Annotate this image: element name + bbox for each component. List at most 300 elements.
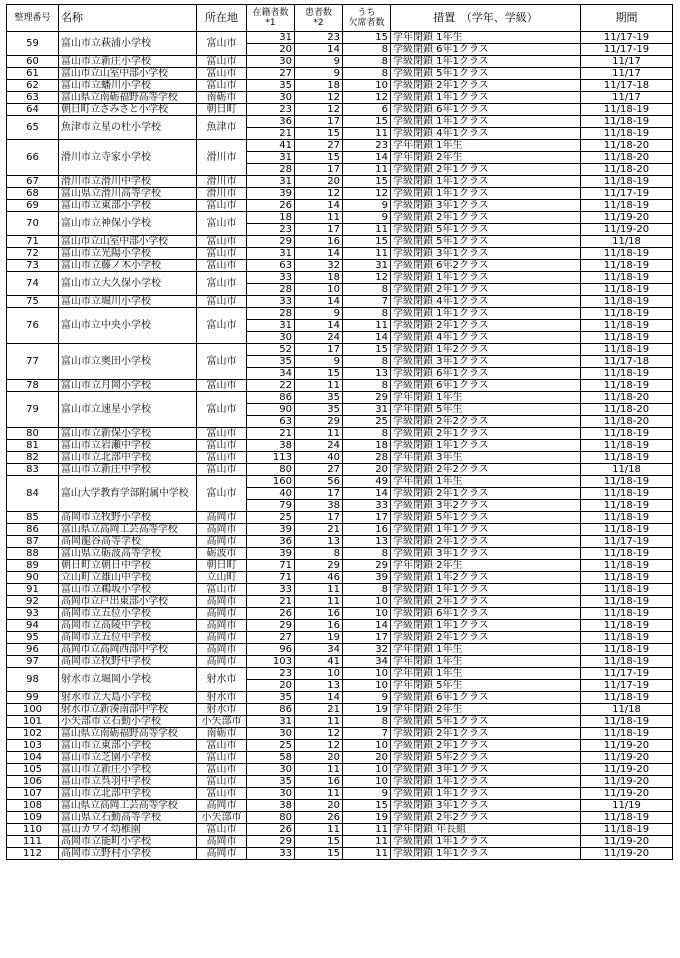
closure-measure: 学級閉鎖 2年1クラス <box>391 632 581 644</box>
school-name: 富山市立光陽小学校 <box>59 248 197 260</box>
enrolled-count: 30 <box>247 728 295 740</box>
enrolled-count: 21 <box>247 428 295 440</box>
absent-count: 25 <box>343 416 391 428</box>
absent-count: 9 <box>343 692 391 704</box>
school-name: 富山市立鵜坂小学校 <box>59 584 197 596</box>
school-name: 富山県立滑川高等学校 <box>59 188 197 200</box>
row-number: 60 <box>7 56 59 68</box>
patient-count: 24 <box>295 332 343 344</box>
enrolled-count: 29 <box>247 836 295 848</box>
table-row <box>7 584 673 596</box>
closure-period: 11/18-19 <box>581 584 673 596</box>
row-number: 84 <box>7 476 59 512</box>
school-location: 高岡市 <box>197 656 247 668</box>
closure-measure: 学級閉鎖 1年1クラス <box>391 308 581 320</box>
enrolled-count: 28 <box>247 308 295 320</box>
closure-measure: 学級閉鎖 5年2クラス <box>391 752 581 764</box>
patient-count: 29 <box>295 416 343 428</box>
absent-count: 8 <box>343 56 391 68</box>
closure-measure: 学級閉鎖 3年1クラス <box>391 764 581 776</box>
row-number: 62 <box>7 80 59 92</box>
school-name: 富山市立新庄中学校 <box>59 464 197 476</box>
patient-count: 15 <box>295 836 343 848</box>
header-no: 整理番号 <box>7 5 59 32</box>
header-period: 期間 <box>581 5 673 32</box>
row-number: 94 <box>7 620 59 632</box>
table-row <box>7 344 673 356</box>
closure-period: 11/19-20 <box>581 224 673 236</box>
closure-period: 11/18 <box>581 464 673 476</box>
school-location: 高岡市 <box>197 800 247 812</box>
school-name: 富山県立高岡工芸高等学校 <box>59 800 197 812</box>
patient-count: 20 <box>295 800 343 812</box>
enrolled-count: 41 <box>247 140 295 152</box>
patient-count: 17 <box>295 344 343 356</box>
row-number: 107 <box>7 788 59 800</box>
closure-measure: 学年閉鎖 1年生 <box>391 644 581 656</box>
closure-measure: 学級閉鎖 6年1クラス <box>391 44 581 56</box>
closure-measure: 学級閉鎖 2年1クラス <box>391 164 581 176</box>
table-row <box>7 512 673 524</box>
patient-count: 27 <box>295 140 343 152</box>
school-name: 富山市立中央小学校 <box>59 308 197 344</box>
closure-measure: 学級閉鎖 1年1クラス <box>391 524 581 536</box>
absent-count: 12 <box>343 272 391 284</box>
table-row <box>7 212 673 224</box>
closure-period: 11/17 <box>581 92 673 104</box>
closure-period: 11/17-19 <box>581 32 673 44</box>
school-location: 富山市 <box>197 776 247 788</box>
row-number: 104 <box>7 752 59 764</box>
closure-measure: 学級閉鎖 6年1クラス <box>391 608 581 620</box>
absent-count: 34 <box>343 656 391 668</box>
closure-period: 11/18-19 <box>581 596 673 608</box>
school-name: 富山市立奥田小学校 <box>59 344 197 380</box>
closure-measure: 学級閉鎖 6年1クラス <box>391 368 581 380</box>
closure-period: 11/18-20 <box>581 164 673 176</box>
closure-period: 11/18-19 <box>581 620 673 632</box>
absent-count: 8 <box>343 44 391 56</box>
header-patients-note: *2 <box>313 18 324 28</box>
row-number: 63 <box>7 92 59 104</box>
school-location: 富山市 <box>197 392 247 428</box>
row-number: 73 <box>7 260 59 272</box>
table-row <box>7 476 673 488</box>
row-number: 79 <box>7 392 59 428</box>
closure-measure: 学級閉鎖 1年1クラス <box>391 272 581 284</box>
row-number: 82 <box>7 452 59 464</box>
enrolled-count: 29 <box>247 620 295 632</box>
patient-count: 34 <box>295 644 343 656</box>
enrolled-count: 25 <box>247 512 295 524</box>
closure-measure: 学級閉鎖 1年1クラス <box>391 776 581 788</box>
closure-period: 11/18-19 <box>581 716 673 728</box>
school-name: 富山市立北部中学校 <box>59 788 197 800</box>
enrolled-count: 30 <box>247 764 295 776</box>
school-name: 富山市立東部小学校 <box>59 740 197 752</box>
closure-measure: 学級閉鎖 5年1クラス <box>391 224 581 236</box>
closure-period: 11/19 <box>581 800 673 812</box>
row-number: 108 <box>7 800 59 812</box>
enrolled-count: 27 <box>247 632 295 644</box>
absent-count: 14 <box>343 152 391 164</box>
enrolled-count: 39 <box>247 548 295 560</box>
school-name: 富山市立新庄小学校 <box>59 56 197 68</box>
table-row <box>7 104 673 116</box>
patient-count: 16 <box>295 236 343 248</box>
closure-period: 11/18-19 <box>581 308 673 320</box>
enrolled-count: 21 <box>247 128 295 140</box>
enrolled-count: 20 <box>247 44 295 56</box>
closure-measure: 学級閉鎖 2年2クラス <box>391 812 581 824</box>
row-number: 99 <box>7 692 59 704</box>
table-row <box>7 536 673 548</box>
closure-period: 11/18-19 <box>581 428 673 440</box>
row-number: 80 <box>7 428 59 440</box>
school-name: 滑川市立寺家小学校 <box>59 140 197 176</box>
absent-count: 14 <box>343 620 391 632</box>
header-absent-label2: 欠席者数 <box>348 18 385 28</box>
patient-count: 41 <box>295 656 343 668</box>
absent-count: 10 <box>343 668 391 680</box>
enrolled-count: 33 <box>247 296 295 308</box>
enrolled-count: 39 <box>247 524 295 536</box>
closure-measure: 学級閉鎖 2年1クラス <box>391 428 581 440</box>
absent-count: 18 <box>343 440 391 452</box>
header-patients <box>295 5 343 32</box>
closure-period: 11/18-19 <box>581 116 673 128</box>
patient-count: 9 <box>295 56 343 68</box>
closure-measure: 学級閉鎖 2年1クラス <box>391 284 581 296</box>
school-location: 滑川市 <box>197 176 247 188</box>
closure-period: 11/18-19 <box>581 440 673 452</box>
header-measure: 措置 （学年、学級） <box>391 5 581 32</box>
enrolled-count: 31 <box>247 32 295 44</box>
header-absent <box>343 5 391 32</box>
absent-count: 17 <box>343 512 391 524</box>
absent-count: 11 <box>343 320 391 332</box>
closure-period: 11/18-19 <box>581 728 673 740</box>
enrolled-count: 30 <box>247 332 295 344</box>
closure-measure: 学級閉鎖 5年1クラス <box>391 236 581 248</box>
absent-count: 14 <box>343 332 391 344</box>
closure-measure: 学年閉鎖 3年生 <box>391 452 581 464</box>
closure-period: 11/18-20 <box>581 416 673 428</box>
header-patients-label: 患者数 <box>304 8 332 18</box>
closure-measure: 学級閉鎖 2年1クラス <box>391 212 581 224</box>
row-number: 95 <box>7 632 59 644</box>
absent-count: 16 <box>343 524 391 536</box>
patient-count: 16 <box>295 776 343 788</box>
closure-measure: 学級閉鎖 1年1クラス <box>391 56 581 68</box>
patient-count: 10 <box>295 668 343 680</box>
closure-period: 11/18-19 <box>581 128 673 140</box>
enrolled-count: 113 <box>247 452 295 464</box>
patient-count: 15 <box>295 848 343 860</box>
table-row <box>7 428 673 440</box>
school-name: 富山市立月岡小学校 <box>59 380 197 392</box>
closure-period: 11/17-19 <box>581 44 673 56</box>
patient-count: 11 <box>295 788 343 800</box>
school-name: 高岡市立牧野中学校 <box>59 656 197 668</box>
closure-period: 11/18-19 <box>581 380 673 392</box>
absent-count: 10 <box>343 740 391 752</box>
school-location: 南砺市 <box>197 92 247 104</box>
closure-measure: 学級閉鎖 3年1クラス <box>391 200 581 212</box>
closure-period: 11/18-19 <box>581 104 673 116</box>
school-location: 高岡市 <box>197 512 247 524</box>
row-number: 59 <box>7 32 59 56</box>
closure-period: 11/18 <box>581 704 673 716</box>
closure-period: 11/17-18 <box>581 356 673 368</box>
patient-count: 11 <box>295 716 343 728</box>
closure-measure: 学級閉鎖 1年1クラス <box>391 176 581 188</box>
table-body <box>7 32 673 860</box>
absent-count: 8 <box>343 308 391 320</box>
school-name: 富山市立萩浦小学校 <box>59 32 197 56</box>
closure-period: 11/18-20 <box>581 404 673 416</box>
school-location: 富山市 <box>197 200 247 212</box>
patient-count: 12 <box>295 188 343 200</box>
enrolled-count: 96 <box>247 644 295 656</box>
table-row <box>7 548 673 560</box>
enrolled-count: 23 <box>247 104 295 116</box>
absent-count: 39 <box>343 572 391 584</box>
closure-period: 11/18-19 <box>581 332 673 344</box>
row-number: 91 <box>7 584 59 596</box>
enrolled-count: 29 <box>247 236 295 248</box>
enrolled-count: 18 <box>247 212 295 224</box>
school-location: 滑川市 <box>197 140 247 176</box>
absent-count: 8 <box>343 356 391 368</box>
row-number: 71 <box>7 236 59 248</box>
table-row <box>7 644 673 656</box>
closure-measure: 学級閉鎖 4年1クラス <box>391 332 581 344</box>
school-location: 富山市 <box>197 380 247 392</box>
school-name: 富山県立南砺福野高等学校 <box>59 728 197 740</box>
row-number: 70 <box>7 212 59 236</box>
school-location: 滑川市 <box>197 188 247 200</box>
school-location: 朝日町 <box>197 560 247 572</box>
row-number: 100 <box>7 704 59 716</box>
table-row <box>7 188 673 200</box>
patient-count: 13 <box>295 680 343 692</box>
absent-count: 11 <box>343 128 391 140</box>
row-number: 87 <box>7 536 59 548</box>
absent-count: 15 <box>343 116 391 128</box>
closure-measure: 学年閉鎖 5年生 <box>391 404 581 416</box>
table-row <box>7 656 673 668</box>
enrolled-count: 63 <box>247 416 295 428</box>
table-row <box>7 560 673 572</box>
closure-period: 11/17-18 <box>581 80 673 92</box>
enrolled-count: 63 <box>247 260 295 272</box>
closure-period: 11/18-19 <box>581 692 673 704</box>
table-row <box>7 68 673 80</box>
closure-period: 11/19-20 <box>581 740 673 752</box>
patient-count: 20 <box>295 752 343 764</box>
patient-count: 11 <box>295 824 343 836</box>
patient-count: 56 <box>295 476 343 488</box>
enrolled-count: 38 <box>247 800 295 812</box>
school-name: 朝日町立朝日中学校 <box>59 560 197 572</box>
school-location: 射水市 <box>197 692 247 704</box>
row-number: 89 <box>7 560 59 572</box>
absent-count: 9 <box>343 788 391 800</box>
table-row <box>7 32 673 44</box>
school-location: 富山市 <box>197 344 247 380</box>
school-name: 富山県立南砺福野高等学校 <box>59 92 197 104</box>
absent-count: 7 <box>343 296 391 308</box>
school-name: 高岡市立戸出東部小学校 <box>59 596 197 608</box>
absent-count: 7 <box>343 728 391 740</box>
enrolled-count: 36 <box>247 536 295 548</box>
row-number: 88 <box>7 548 59 560</box>
row-number: 92 <box>7 596 59 608</box>
closure-measure: 学級閉鎖 2年1クラス <box>391 596 581 608</box>
closure-measure: 学年閉鎖 2年生 <box>391 152 581 164</box>
absent-count: 8 <box>343 584 391 596</box>
closure-period: 11/18-20 <box>581 140 673 152</box>
closure-period: 11/18-19 <box>581 812 673 824</box>
absent-count: 10 <box>343 80 391 92</box>
closure-period: 11/18-19 <box>581 500 673 512</box>
patient-count: 17 <box>295 116 343 128</box>
patient-count: 15 <box>295 368 343 380</box>
enrolled-count: 80 <box>247 464 295 476</box>
school-name: 富山カワイ幼稚園 <box>59 824 197 836</box>
closure-period: 11/18-19 <box>581 200 673 212</box>
row-number: 112 <box>7 848 59 860</box>
table-row <box>7 56 673 68</box>
table-row <box>7 236 673 248</box>
closure-measure: 学年閉鎖 2年生 <box>391 704 581 716</box>
school-location: 富山市 <box>197 788 247 800</box>
school-location: 富山市 <box>197 32 247 56</box>
absent-count: 12 <box>343 188 391 200</box>
school-location: 高岡市 <box>197 836 247 848</box>
table-row <box>7 764 673 776</box>
closure-measure: 学級閉鎖 2年1クラス <box>391 320 581 332</box>
patient-count: 12 <box>295 104 343 116</box>
enrolled-count: 31 <box>247 152 295 164</box>
school-location: 富山市 <box>197 56 247 68</box>
school-name: 富山市立神保小学校 <box>59 212 197 236</box>
row-number: 103 <box>7 740 59 752</box>
patient-count: 35 <box>295 392 343 404</box>
school-location: 富山市 <box>197 260 247 272</box>
patient-count: 12 <box>295 92 343 104</box>
table-row <box>7 92 673 104</box>
absent-count: 19 <box>343 704 391 716</box>
school-location: 富山市 <box>197 464 247 476</box>
closure-period: 11/18-19 <box>581 476 673 488</box>
absent-count: 20 <box>343 752 391 764</box>
row-number: 74 <box>7 272 59 296</box>
absent-count: 12 <box>343 92 391 104</box>
enrolled-count: 58 <box>247 752 295 764</box>
enrolled-count: 30 <box>247 788 295 800</box>
patient-count: 15 <box>295 128 343 140</box>
closure-period: 11/18-19 <box>581 176 673 188</box>
school-name: 富山市立新保小学校 <box>59 428 197 440</box>
patient-count: 23 <box>295 32 343 44</box>
enrolled-count: 28 <box>247 164 295 176</box>
closure-period: 11/18-19 <box>581 560 673 572</box>
school-name: 朝日町立さみさと小学校 <box>59 104 197 116</box>
school-name: 高岡市立五位小学校 <box>59 608 197 620</box>
closure-period: 11/19-20 <box>581 788 673 800</box>
school-location: 富山市 <box>197 740 247 752</box>
patient-count: 11 <box>295 380 343 392</box>
closure-measure: 学級閉鎖 6年2クラス <box>391 260 581 272</box>
row-number: 83 <box>7 464 59 476</box>
closure-period: 11/19-20 <box>581 212 673 224</box>
absent-count: 32 <box>343 644 391 656</box>
row-number: 67 <box>7 176 59 188</box>
enrolled-count: 26 <box>247 608 295 620</box>
enrolled-count: 86 <box>247 704 295 716</box>
school-location: 高岡市 <box>197 848 247 860</box>
school-location: 富山市 <box>197 68 247 80</box>
school-name: 高岡市立高岡西部中学校 <box>59 644 197 656</box>
absent-count: 15 <box>343 176 391 188</box>
school-name: 射水市立大島小学校 <box>59 692 197 704</box>
absent-count: 15 <box>343 800 391 812</box>
absent-count: 8 <box>343 380 391 392</box>
row-number: 105 <box>7 764 59 776</box>
enrolled-count: 35 <box>247 356 295 368</box>
absent-count: 33 <box>343 500 391 512</box>
header-enrolled-note: *1 <box>265 18 276 28</box>
enrolled-count: 33 <box>247 272 295 284</box>
absent-count: 8 <box>343 284 391 296</box>
closure-period: 11/18-19 <box>581 608 673 620</box>
row-number: 90 <box>7 572 59 584</box>
row-number: 69 <box>7 200 59 212</box>
closure-period: 11/18-20 <box>581 152 673 164</box>
closure-period: 11/18-19 <box>581 296 673 308</box>
patient-count: 10 <box>295 284 343 296</box>
absent-count: 15 <box>343 32 391 44</box>
table-row <box>7 248 673 260</box>
row-number: 93 <box>7 608 59 620</box>
patient-count: 12 <box>295 740 343 752</box>
school-location: 富山市 <box>197 752 247 764</box>
absent-count: 10 <box>343 680 391 692</box>
table-row <box>7 608 673 620</box>
closure-period: 11/18-19 <box>581 512 673 524</box>
school-name: 富山市立芝園小学校 <box>59 752 197 764</box>
closure-measure: 学級閉鎖 1年1クラス <box>391 116 581 128</box>
patient-count: 16 <box>295 608 343 620</box>
school-location: 射水市 <box>197 704 247 716</box>
enrolled-count: 26 <box>247 824 295 836</box>
row-number: 101 <box>7 716 59 728</box>
closure-measure: 学級閉鎖 1年1クラス <box>391 836 581 848</box>
table-row <box>7 692 673 704</box>
closure-period: 11/18-19 <box>581 260 673 272</box>
row-number: 97 <box>7 656 59 668</box>
closure-period: 11/17 <box>581 68 673 80</box>
closure-measure: 学級閉鎖 1年2クラス <box>391 572 581 584</box>
enrolled-count: 52 <box>247 344 295 356</box>
enrolled-count: 80 <box>247 812 295 824</box>
closure-table <box>6 4 673 860</box>
patient-count: 32 <box>295 260 343 272</box>
school-name: 富山県立石動高等学校 <box>59 812 197 824</box>
enrolled-count: 35 <box>247 692 295 704</box>
